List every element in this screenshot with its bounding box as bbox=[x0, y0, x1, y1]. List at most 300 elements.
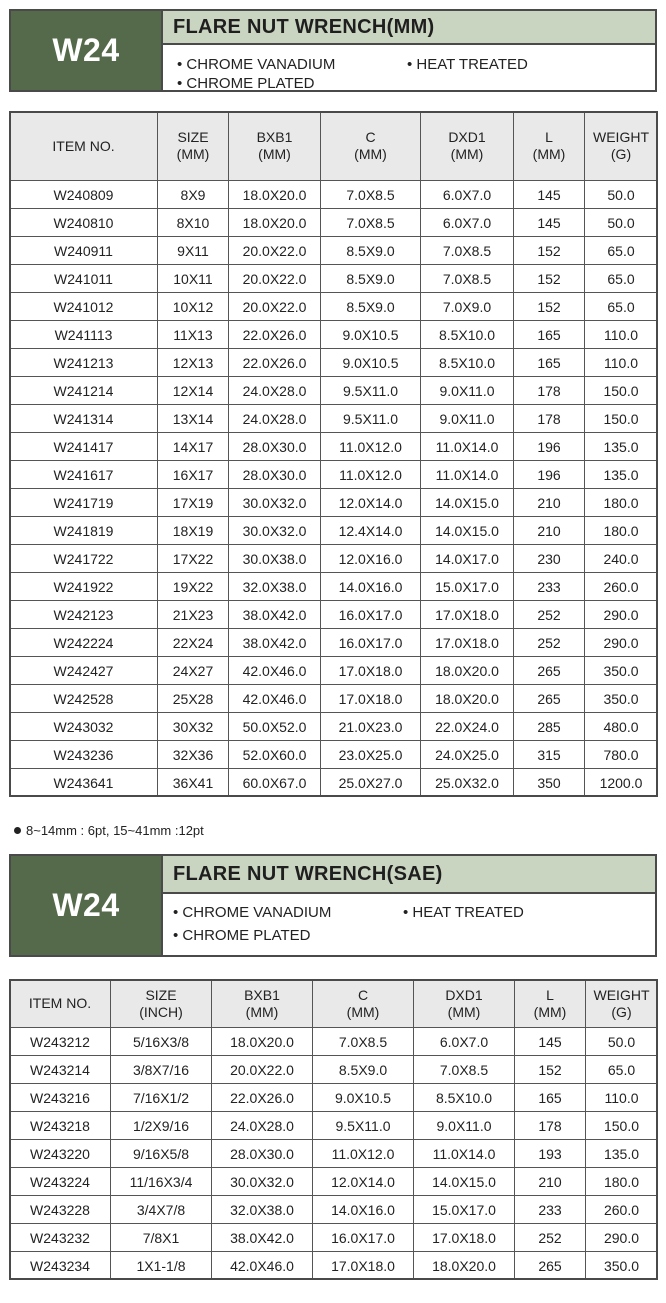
table-cell: 7.0X9.0 bbox=[421, 293, 514, 321]
table-cell: W241113 bbox=[10, 321, 158, 349]
table-cell: 28.0X30.0 bbox=[229, 461, 321, 489]
table-cell: 10X11 bbox=[158, 265, 229, 293]
table-cell: 252 bbox=[514, 601, 585, 629]
table-cell: 14.0X16.0 bbox=[313, 1196, 414, 1224]
table-cell: 25X28 bbox=[158, 685, 229, 713]
table-cell: 22.0X26.0 bbox=[212, 1084, 313, 1112]
table-row bbox=[10, 265, 658, 293]
table-cell: 350.0 bbox=[585, 657, 658, 685]
table-cell: 22.0X26.0 bbox=[229, 349, 321, 377]
column-header-line: (MM) bbox=[533, 1003, 567, 1020]
table-cell: 233 bbox=[514, 573, 585, 601]
feature-item: • HEAT TREATED bbox=[407, 56, 528, 73]
table-cell: W240809 bbox=[10, 181, 158, 209]
table-cell: 11.0X12.0 bbox=[321, 433, 421, 461]
table-cell: W242427 bbox=[10, 657, 158, 685]
table-cell: W240911 bbox=[10, 237, 158, 265]
table-cell: 152 bbox=[514, 293, 585, 321]
column-header-line: (G) bbox=[611, 1003, 632, 1020]
table-row bbox=[10, 1084, 658, 1112]
table-cell: 7.0X8.5 bbox=[321, 181, 421, 209]
table-cell: 38.0X42.0 bbox=[229, 629, 321, 657]
table-cell: 50.0 bbox=[585, 181, 658, 209]
table-row bbox=[10, 1056, 658, 1084]
table-cell: 3/4X7/8 bbox=[111, 1196, 212, 1224]
table-cell: 42.0X46.0 bbox=[229, 657, 321, 685]
table-cell: 165 bbox=[515, 1084, 586, 1112]
table-cell: 30.0X38.0 bbox=[229, 545, 321, 573]
table-cell: 9.5X11.0 bbox=[321, 405, 421, 433]
table-cell: 36X41 bbox=[158, 769, 229, 797]
product-code-badge: W24 bbox=[11, 856, 163, 955]
table-cell: 6.0X7.0 bbox=[421, 181, 514, 209]
table-cell: 12X14 bbox=[158, 377, 229, 405]
table-cell: 165 bbox=[514, 321, 585, 349]
table-cell: 22.0X24.0 bbox=[421, 713, 514, 741]
feature-item: • HEAT TREATED bbox=[403, 904, 524, 921]
table-cell: 8X10 bbox=[158, 209, 229, 237]
column-header-line: L bbox=[546, 986, 554, 1003]
table-cell: 7.0X8.5 bbox=[421, 265, 514, 293]
table-cell: 9/16X5/8 bbox=[111, 1140, 212, 1168]
table-cell: 180.0 bbox=[585, 517, 658, 545]
column-header-line: L bbox=[545, 129, 553, 145]
table-cell: 30.0X32.0 bbox=[229, 517, 321, 545]
table-cell: 24.0X28.0 bbox=[229, 405, 321, 433]
table-cell: W241722 bbox=[10, 545, 158, 573]
column-header bbox=[586, 980, 658, 1028]
table-cell: 5/16X3/8 bbox=[111, 1028, 212, 1056]
table-cell: 7.0X8.5 bbox=[313, 1028, 414, 1056]
table-row bbox=[10, 1028, 658, 1056]
table-cell: 18.0X20.0 bbox=[229, 209, 321, 237]
feature-item: • CHROME PLATED bbox=[177, 75, 315, 92]
table-cell: 196 bbox=[514, 461, 585, 489]
table-cell: 1/2X9/16 bbox=[111, 1112, 212, 1140]
table-cell: 50.0 bbox=[586, 1028, 658, 1056]
table-cell: 20.0X22.0 bbox=[229, 293, 321, 321]
table-cell: 230 bbox=[514, 545, 585, 573]
feature-item: • CHROME VANADIUM bbox=[173, 904, 332, 921]
table-cell: 110.0 bbox=[585, 349, 658, 377]
table-cell: 9.0X10.5 bbox=[321, 349, 421, 377]
table-cell: 210 bbox=[514, 489, 585, 517]
product-code-badge: W24 bbox=[11, 11, 163, 90]
table-cell: 290.0 bbox=[585, 629, 658, 657]
table-cell: 11.0X12.0 bbox=[313, 1140, 414, 1168]
table-cell: 350.0 bbox=[585, 685, 658, 713]
table-cell: 38.0X42.0 bbox=[229, 601, 321, 629]
bullet-icon bbox=[14, 827, 21, 834]
column-header-line: (MM) bbox=[450, 146, 484, 162]
column-header bbox=[414, 980, 515, 1028]
spec-table-sae bbox=[9, 979, 658, 1280]
table-cell: 18X19 bbox=[158, 517, 229, 545]
table-row bbox=[10, 209, 658, 237]
table-cell: 24.0X28.0 bbox=[229, 377, 321, 405]
table-cell: 24X27 bbox=[158, 657, 229, 685]
table-cell: W243216 bbox=[10, 1084, 111, 1112]
column-header-line: WEIGHT bbox=[593, 986, 650, 1003]
table-row bbox=[10, 629, 658, 657]
table-cell: 20.0X22.0 bbox=[212, 1056, 313, 1084]
table-row bbox=[10, 1196, 658, 1224]
table-row bbox=[10, 769, 658, 797]
table-row bbox=[10, 713, 658, 741]
table-cell: 135.0 bbox=[586, 1140, 658, 1168]
table-row bbox=[10, 1252, 658, 1280]
table-cell: 152 bbox=[515, 1056, 586, 1084]
table-cell: 25.0X32.0 bbox=[421, 769, 514, 797]
table-row bbox=[10, 685, 658, 713]
table-cell: 21X23 bbox=[158, 601, 229, 629]
table-cell: 17.0X18.0 bbox=[421, 629, 514, 657]
table-cell: W243214 bbox=[10, 1056, 111, 1084]
column-header bbox=[585, 112, 658, 181]
column-header-line: SIZE bbox=[145, 986, 177, 1003]
table-cell: W243232 bbox=[10, 1224, 111, 1252]
column-header bbox=[158, 112, 229, 181]
table-cell: 252 bbox=[515, 1224, 586, 1252]
column-header-line: (MM) bbox=[176, 146, 210, 162]
table-cell: W243236 bbox=[10, 741, 158, 769]
table-cell: W241012 bbox=[10, 293, 158, 321]
table-cell: W241417 bbox=[10, 433, 158, 461]
product-title: FLARE NUT WRENCH(MM) bbox=[163, 11, 655, 45]
table-cell: 14.0X15.0 bbox=[414, 1168, 515, 1196]
table-cell: 7.0X8.5 bbox=[421, 237, 514, 265]
table-cell: 8.5X10.0 bbox=[421, 321, 514, 349]
column-header bbox=[313, 980, 414, 1028]
table-cell: 16X17 bbox=[158, 461, 229, 489]
table-cell: 38.0X42.0 bbox=[212, 1224, 313, 1252]
table-cell: W243218 bbox=[10, 1112, 111, 1140]
table-cell: W241922 bbox=[10, 573, 158, 601]
table-cell: 23.0X25.0 bbox=[321, 741, 421, 769]
table-cell: 8.5X9.0 bbox=[313, 1056, 414, 1084]
table-cell: W241617 bbox=[10, 461, 158, 489]
table-cell: W243212 bbox=[10, 1028, 111, 1056]
table-row bbox=[10, 349, 658, 377]
table-cell: 14.0X17.0 bbox=[421, 545, 514, 573]
table-cell: 18.0X20.0 bbox=[414, 1252, 515, 1280]
table-cell: 25.0X27.0 bbox=[321, 769, 421, 797]
table-cell: 180.0 bbox=[585, 489, 658, 517]
table-cell: 265 bbox=[515, 1252, 586, 1280]
table-cell: 11.0X14.0 bbox=[421, 433, 514, 461]
table-cell: 178 bbox=[514, 377, 585, 405]
table-cell: 150.0 bbox=[586, 1112, 658, 1140]
table-cell: 42.0X46.0 bbox=[212, 1252, 313, 1280]
table-cell: 52.0X60.0 bbox=[229, 741, 321, 769]
table-cell: 7/16X1/2 bbox=[111, 1084, 212, 1112]
feature-list bbox=[163, 894, 655, 955]
table-row bbox=[10, 489, 658, 517]
column-header bbox=[514, 112, 585, 181]
table-cell: 210 bbox=[514, 517, 585, 545]
table-cell: 7/8X1 bbox=[111, 1224, 212, 1252]
table-cell: W243220 bbox=[10, 1140, 111, 1168]
table-cell: 6.0X7.0 bbox=[421, 209, 514, 237]
table-cell: 42.0X46.0 bbox=[229, 685, 321, 713]
spec-table-mm bbox=[9, 111, 658, 797]
table-cell: 135.0 bbox=[585, 433, 658, 461]
table-cell: 145 bbox=[514, 181, 585, 209]
footnote-text: 8~14mm : 6pt, 15~41mm :12pt bbox=[26, 823, 204, 838]
column-header-line: DXD1 bbox=[445, 986, 483, 1003]
table-cell: 6.0X7.0 bbox=[414, 1028, 515, 1056]
column-header bbox=[321, 112, 421, 181]
column-header-line: (INCH) bbox=[139, 1003, 183, 1020]
table-cell: 17.0X18.0 bbox=[421, 601, 514, 629]
table-cell: 30.0X32.0 bbox=[212, 1168, 313, 1196]
table-cell: 290.0 bbox=[586, 1224, 658, 1252]
table-cell: 9.0X11.0 bbox=[421, 377, 514, 405]
table-cell: W243641 bbox=[10, 769, 158, 797]
table-cell: 1200.0 bbox=[585, 769, 658, 797]
table-cell: 21.0X23.0 bbox=[321, 713, 421, 741]
table-cell: 14.0X15.0 bbox=[421, 489, 514, 517]
table-cell: 18.0X20.0 bbox=[212, 1028, 313, 1056]
table-cell: 20.0X22.0 bbox=[229, 265, 321, 293]
column-header-line: DXD1 bbox=[448, 129, 486, 145]
table-cell: W243234 bbox=[10, 1252, 111, 1280]
header-row bbox=[10, 112, 658, 181]
column-header-line: SIZE bbox=[177, 129, 209, 145]
table-cell: 60.0X67.0 bbox=[229, 769, 321, 797]
table-cell: 350.0 bbox=[586, 1252, 658, 1280]
table-cell: 285 bbox=[514, 713, 585, 741]
column-header bbox=[212, 980, 313, 1028]
table-cell: 50.0X52.0 bbox=[229, 713, 321, 741]
table-cell: 11/16X3/4 bbox=[111, 1168, 212, 1196]
table-cell: 9.0X10.5 bbox=[313, 1084, 414, 1112]
table-cell: 265 bbox=[514, 685, 585, 713]
table-cell: 18.0X20.0 bbox=[229, 181, 321, 209]
table-cell: W243228 bbox=[10, 1196, 111, 1224]
table-cell: 32.0X38.0 bbox=[212, 1196, 313, 1224]
table-cell: 210 bbox=[515, 1168, 586, 1196]
column-header-line: ITEM NO. bbox=[52, 137, 115, 154]
table-cell: 150.0 bbox=[585, 377, 658, 405]
header-row bbox=[10, 980, 658, 1028]
table-cell: 22.0X26.0 bbox=[229, 321, 321, 349]
table-cell: 315 bbox=[514, 741, 585, 769]
table-cell: 110.0 bbox=[586, 1084, 658, 1112]
column-header-line: BXB1 bbox=[256, 129, 293, 145]
column-header-line: (MM) bbox=[258, 146, 291, 162]
table-row bbox=[10, 741, 658, 769]
table-cell: 20.0X22.0 bbox=[229, 237, 321, 265]
table-cell: 9.5X11.0 bbox=[313, 1112, 414, 1140]
table-cell: 28.0X30.0 bbox=[229, 433, 321, 461]
table-cell: 178 bbox=[515, 1112, 586, 1140]
table-cell: 15.0X17.0 bbox=[414, 1196, 515, 1224]
table-cell: 17.0X18.0 bbox=[414, 1224, 515, 1252]
column-header bbox=[515, 980, 586, 1028]
feature-item: • CHROME VANADIUM bbox=[177, 56, 336, 73]
table-cell: 22X24 bbox=[158, 629, 229, 657]
table-row bbox=[10, 1224, 658, 1252]
table-cell: 265 bbox=[514, 657, 585, 685]
column-header-line: WEIGHT bbox=[593, 129, 649, 145]
table-cell: 480.0 bbox=[585, 713, 658, 741]
table-row bbox=[10, 433, 658, 461]
table-cell: 17X19 bbox=[158, 489, 229, 517]
table-cell: 11X13 bbox=[158, 321, 229, 349]
column-header-line: (MM) bbox=[354, 146, 387, 162]
table-cell: 152 bbox=[514, 237, 585, 265]
table-cell: W241719 bbox=[10, 489, 158, 517]
table-cell: 17X22 bbox=[158, 545, 229, 573]
column-header-line: ITEM NO. bbox=[28, 995, 92, 1011]
column-header bbox=[421, 112, 514, 181]
table-cell: 32X36 bbox=[158, 741, 229, 769]
product-header-sae bbox=[9, 854, 657, 957]
table-cell: 12.0X16.0 bbox=[321, 545, 421, 573]
table-cell: 780.0 bbox=[585, 741, 658, 769]
table-cell: 65.0 bbox=[585, 237, 658, 265]
table-cell: 16.0X17.0 bbox=[321, 629, 421, 657]
table-cell: 19X22 bbox=[158, 573, 229, 601]
table-cell: 32.0X38.0 bbox=[229, 573, 321, 601]
column-header-line: BXB1 bbox=[244, 986, 280, 1003]
table-cell: 65.0 bbox=[585, 293, 658, 321]
column-header bbox=[229, 112, 321, 181]
table-cell: 7.0X8.5 bbox=[414, 1056, 515, 1084]
table-cell: 260.0 bbox=[585, 573, 658, 601]
table-row bbox=[10, 657, 658, 685]
table-cell: W242224 bbox=[10, 629, 158, 657]
table-cell: 8.5X9.0 bbox=[321, 265, 421, 293]
table-cell: 17.0X18.0 bbox=[313, 1252, 414, 1280]
product-header-mm bbox=[9, 9, 657, 92]
table-cell: 8.5X10.0 bbox=[414, 1084, 515, 1112]
table-cell: 9.5X11.0 bbox=[321, 377, 421, 405]
table-row bbox=[10, 237, 658, 265]
table-row bbox=[10, 461, 658, 489]
table-cell: W243032 bbox=[10, 713, 158, 741]
table-row bbox=[10, 601, 658, 629]
table-cell: 18.0X20.0 bbox=[421, 657, 514, 685]
column-header bbox=[111, 980, 212, 1028]
table-row bbox=[10, 293, 658, 321]
table-cell: 252 bbox=[514, 629, 585, 657]
table-cell: 8.5X9.0 bbox=[321, 237, 421, 265]
table-row bbox=[10, 517, 658, 545]
column-header-line: (MM) bbox=[245, 1003, 279, 1020]
table-cell: 193 bbox=[515, 1140, 586, 1168]
table-cell: 260.0 bbox=[586, 1196, 658, 1224]
table-cell: 12.4X14.0 bbox=[321, 517, 421, 545]
table-cell: 14.0X16.0 bbox=[321, 573, 421, 601]
table-cell: 8X9 bbox=[158, 181, 229, 209]
table-cell: 7.0X8.5 bbox=[321, 209, 421, 237]
table-row bbox=[10, 1112, 658, 1140]
table-cell: 16.0X17.0 bbox=[313, 1224, 414, 1252]
table-row bbox=[10, 1140, 658, 1168]
table-cell: 30X32 bbox=[158, 713, 229, 741]
table-cell: W242123 bbox=[10, 601, 158, 629]
feature-list bbox=[163, 45, 655, 90]
table-cell: 17.0X18.0 bbox=[321, 685, 421, 713]
table-cell: 240.0 bbox=[585, 545, 658, 573]
table-cell: 16.0X17.0 bbox=[321, 601, 421, 629]
table-cell: W240810 bbox=[10, 209, 158, 237]
table-cell: 178 bbox=[514, 405, 585, 433]
table-cell: 8.5X10.0 bbox=[421, 349, 514, 377]
feature-item: • CHROME PLATED bbox=[173, 927, 311, 944]
table-cell: 28.0X30.0 bbox=[212, 1140, 313, 1168]
table-cell: 165 bbox=[514, 349, 585, 377]
footnote bbox=[14, 823, 204, 838]
table-cell: 3/8X7/16 bbox=[111, 1056, 212, 1084]
table-cell: 150.0 bbox=[585, 405, 658, 433]
header-info bbox=[163, 856, 655, 955]
table-cell: 12.0X14.0 bbox=[313, 1168, 414, 1196]
table-cell: W241213 bbox=[10, 349, 158, 377]
table-cell: 233 bbox=[515, 1196, 586, 1224]
table-row bbox=[10, 377, 658, 405]
column-header-line: (MM) bbox=[532, 146, 566, 162]
table-cell: 9.0X11.0 bbox=[414, 1112, 515, 1140]
table-row bbox=[10, 1168, 658, 1196]
table-cell: 9.0X11.0 bbox=[421, 405, 514, 433]
table-row bbox=[10, 545, 658, 573]
table-row bbox=[10, 181, 658, 209]
table-cell: 24.0X28.0 bbox=[212, 1112, 313, 1140]
table-cell: 9X11 bbox=[158, 237, 229, 265]
table-cell: 11.0X14.0 bbox=[421, 461, 514, 489]
table-cell: 11.0X14.0 bbox=[414, 1140, 515, 1168]
table-cell: 180.0 bbox=[586, 1168, 658, 1196]
table-cell: 14X17 bbox=[158, 433, 229, 461]
table-cell: 50.0 bbox=[585, 209, 658, 237]
table-cell: W242528 bbox=[10, 685, 158, 713]
column-header bbox=[10, 112, 158, 181]
table-cell: 12.0X14.0 bbox=[321, 489, 421, 517]
table-cell: 65.0 bbox=[586, 1056, 658, 1084]
table-cell: 17.0X18.0 bbox=[321, 657, 421, 685]
table-cell: 13X14 bbox=[158, 405, 229, 433]
table-cell: 18.0X20.0 bbox=[421, 685, 514, 713]
product-title: FLARE NUT WRENCH(SAE) bbox=[163, 856, 655, 894]
table-cell: 14.0X15.0 bbox=[421, 517, 514, 545]
header-info bbox=[163, 11, 655, 90]
table-cell: 9.0X10.5 bbox=[321, 321, 421, 349]
column-header-line: C bbox=[365, 129, 376, 145]
table-cell: 24.0X25.0 bbox=[421, 741, 514, 769]
table-cell: 8.5X9.0 bbox=[321, 293, 421, 321]
table-cell: W241214 bbox=[10, 377, 158, 405]
table-cell: 11.0X12.0 bbox=[321, 461, 421, 489]
table-cell: 65.0 bbox=[585, 265, 658, 293]
table-cell: 350 bbox=[514, 769, 585, 797]
table-cell: 30.0X32.0 bbox=[229, 489, 321, 517]
table-cell: W241819 bbox=[10, 517, 158, 545]
table-cell: 152 bbox=[514, 265, 585, 293]
column-header-line: (MM) bbox=[447, 1003, 481, 1020]
table-cell: W241011 bbox=[10, 265, 158, 293]
table-cell: 145 bbox=[515, 1028, 586, 1056]
table-cell: W241314 bbox=[10, 405, 158, 433]
table-row bbox=[10, 573, 658, 601]
table-cell: W243224 bbox=[10, 1168, 111, 1196]
table-cell: 15.0X17.0 bbox=[421, 573, 514, 601]
table-cell: 135.0 bbox=[585, 461, 658, 489]
table-cell: 290.0 bbox=[585, 601, 658, 629]
table-cell: 10X12 bbox=[158, 293, 229, 321]
